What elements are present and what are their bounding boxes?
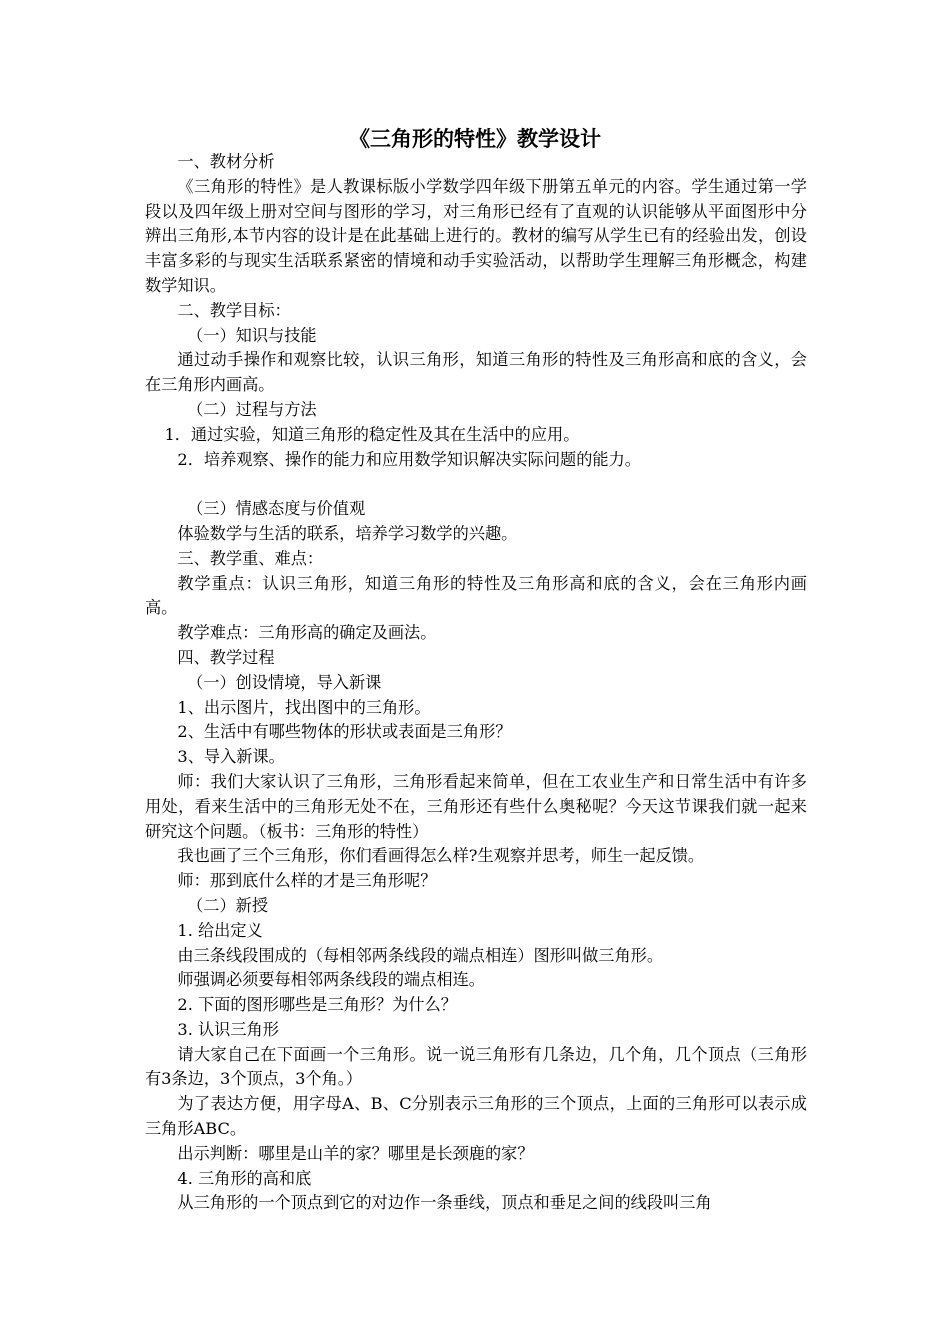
paragraph-judgement: 出示判断：哪里是山羊的家？哪里是长颈鹿的家？ xyxy=(177,1143,534,1163)
section-heading-keypoints: 三、教学重、难点： xyxy=(177,548,324,568)
paragraph-height-definition: 从三角形的一个顶点到它的对边作一条垂线，顶点和垂足之间的线段叫三角 xyxy=(177,1193,712,1213)
subheading-new-lesson: （二）新授 xyxy=(187,895,269,915)
step-know-triangle: 3. 认识三角形 xyxy=(177,1019,279,1039)
paragraph-teacher-question: 师：那到底什么样的才是三角形呢？ xyxy=(177,871,437,891)
paragraph-draw-triangle: 请大家自己在下面画一个三角形。说一说三角形有几条边，几个角，几个顶点（三角形有3条边，3个顶点，3个角。） xyxy=(145,1044,807,1089)
step-definition: 1. 给出定义 xyxy=(177,920,263,940)
paragraph-teacher-intro: 师：我们大家认识了三角形，三角形看起来简单，但在工农业生产和日常生活中有许多用处，看来生活中的三角形无处不在，三角形还有些什么奥秘呢？今天这节课我们就一起来研究这个问题。（板书：三角形的特性） xyxy=(145,771,807,841)
section-heading-analysis: 一、教材分析 xyxy=(177,152,275,171)
subheading-knowledge: （一）知识与技能 xyxy=(187,325,317,345)
list-item-situation-1: 1、出示图片，找出图中的三角形。 xyxy=(177,697,431,717)
paragraph-analysis: 《三角形的特性》是人教课标版小学数学四年级下册第五单元的内容。学生通过第一学段以及四年级上册对空间与图形的学习，对三角形已经有了直观的认识能够从平面图形中分辨出三角形,本节内容的设计是在此基础上进行的。教材的编写从学生已有的经验出发，创设丰富多彩的与现实生活联系紧密的情境和动手实验活动，以帮助学生理解三角形概念，构建数学知识。 xyxy=(145,176,807,295)
document-body xyxy=(145,150,807,1216)
blank-line xyxy=(145,472,807,497)
step-height-base: 4. 三角形的高和底 xyxy=(177,1168,312,1188)
paragraph-three-triangles: 我也画了三个三角形，你们看画得怎么样?生观察并思考，师生一起反馈。 xyxy=(177,846,705,866)
subheading-attitude: （三）情感态度与价值观 xyxy=(187,499,366,519)
paragraph-knowledge: 通过动手操作和观察比较，认识三角形，知道三角形的特性及三角形高和底的含义，会在三角形内画高。 xyxy=(145,350,807,395)
list-item-process-1: 1．通过实验，知道三角形的稳定性及其在生活中的应用。 xyxy=(164,424,580,444)
paragraph-definition: 由三条线段围成的（每相邻两条线段的端点相连）图形叫做三角形。 xyxy=(177,945,664,965)
document-title: 《三角形的特性》教学设计 xyxy=(349,126,601,151)
section-heading-process: 四、教学过程 xyxy=(177,647,275,667)
step-which-triangles: 2. 下面的图形哪些是三角形？为什么？ xyxy=(177,995,457,1015)
section-heading-goals: 二、教学目标： xyxy=(177,300,291,320)
paragraph-attitude: 体验数学与生活的联系，培养学习数学的兴趣。 xyxy=(177,523,518,543)
list-item-situation-2: 2、生活中有哪些物体的形状或表面是三角形？ xyxy=(177,722,512,742)
paragraph-vertex-labels: 为了表达方便，用字母A、B、C分别表示三角形的三个顶点，上面的三角形可以表示成三角形ABC。 xyxy=(145,1094,807,1139)
list-item-situation-3: 3、导入新课。 xyxy=(177,747,285,767)
subheading-situation: （一）创设情境，导入新课 xyxy=(187,672,382,692)
paragraph-key-point: 教学重点：认识三角形，知道三角形的特性及三角形高和底的含义，会在三角形内画高。 xyxy=(145,573,807,618)
paragraph-emphasis: 师强调必须要每相邻两条线段的端点相连。 xyxy=(177,970,485,990)
list-item-process-2: 2．培养观察、操作的能力和应用数学知识解决实际问题的能力。 xyxy=(177,449,641,469)
subheading-process: （二）过程与方法 xyxy=(187,399,317,419)
paragraph-difficulty: 教学难点：三角形高的确定及画法。 xyxy=(177,623,437,643)
